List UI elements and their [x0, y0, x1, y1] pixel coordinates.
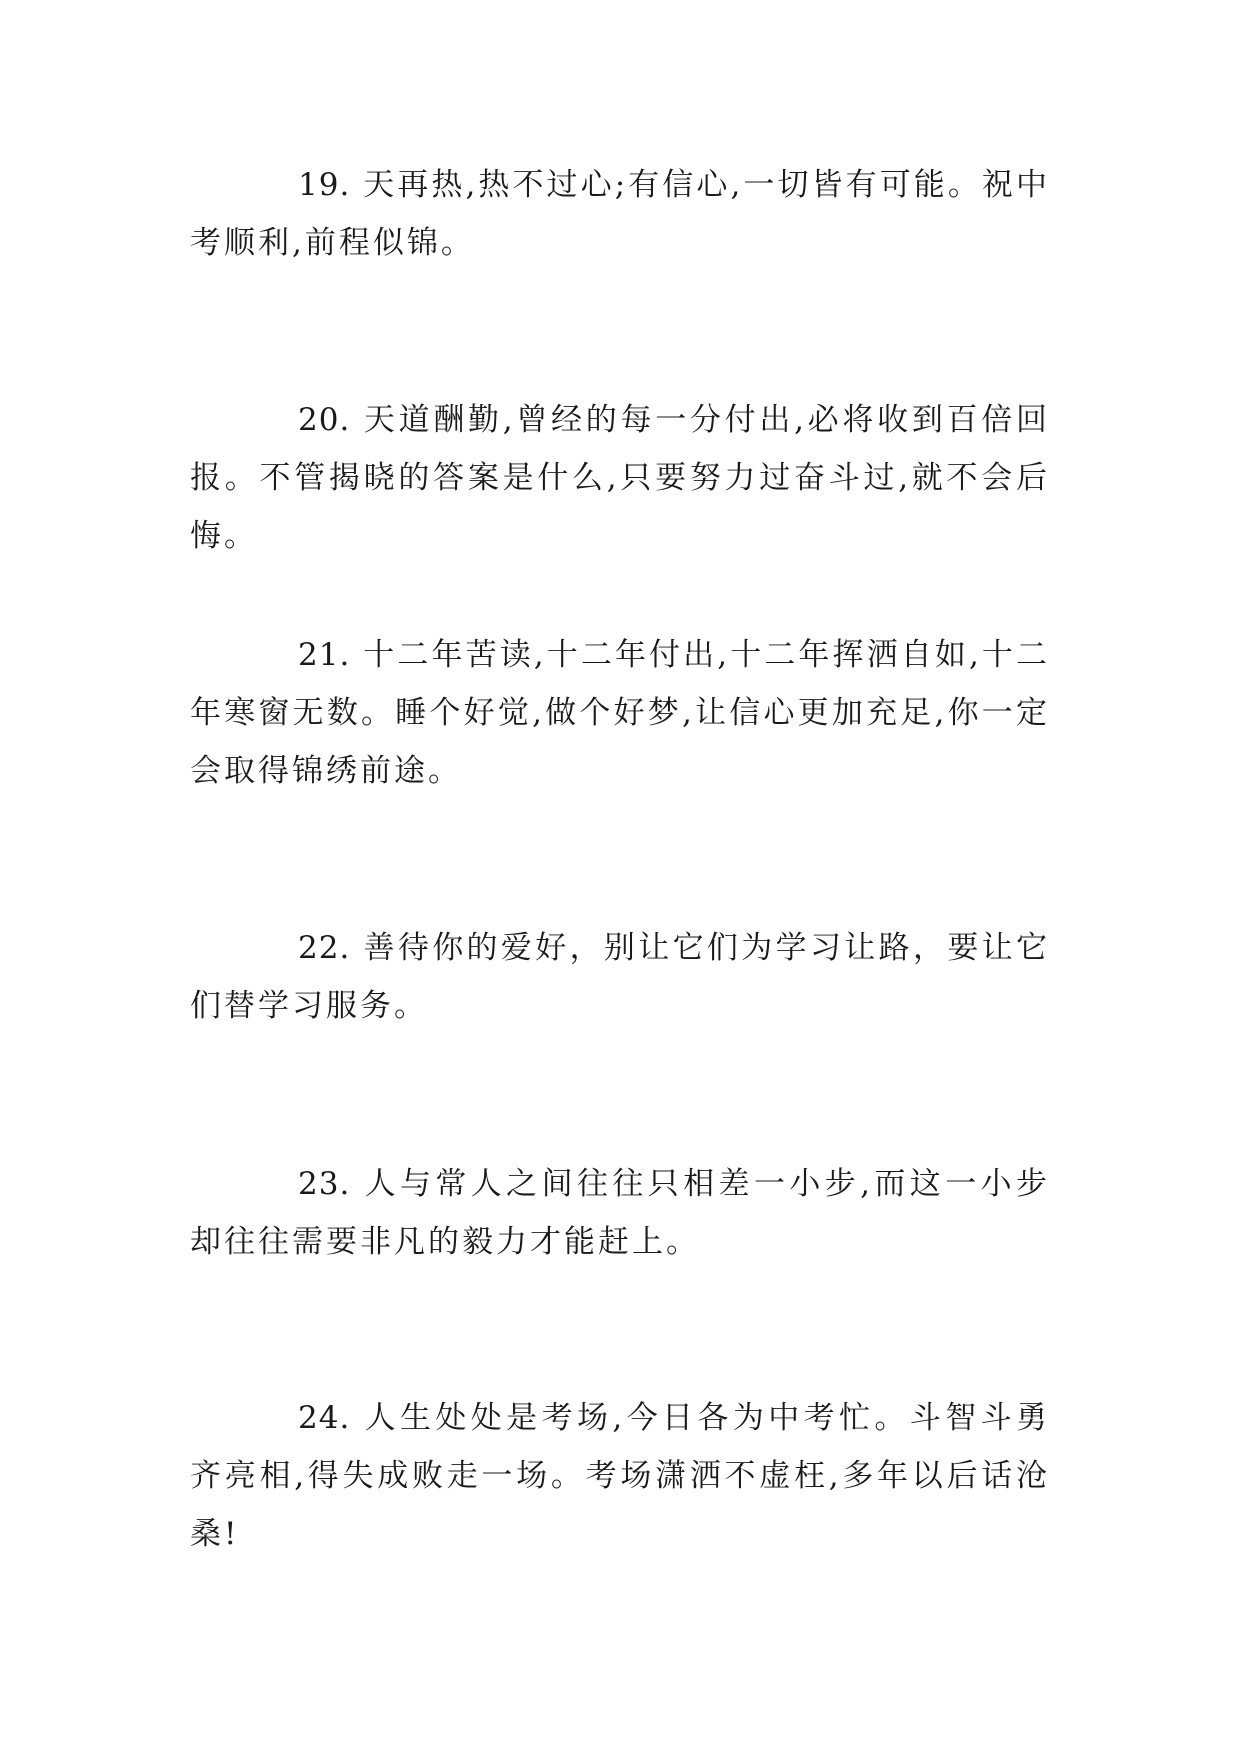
item-number: 22. [298, 930, 351, 966]
paragraph-23 [190, 1155, 1050, 1271]
item-text: 人与常人之间往往只相差一小步,而这一小步却往往需要非凡的毅力才能赶上。 [190, 1166, 1051, 1260]
item-number: 23. [298, 1166, 351, 1202]
paragraph-21 [190, 626, 1050, 800]
item-text: 天再热,热不过心;有信心,一切皆有可能。祝中考顺利,前程似锦。 [190, 167, 1050, 261]
item-number: 24. [298, 1400, 351, 1436]
item-text: 天道酬勤,曾经的每一分付出,必将收到百倍回报。不管揭晓的答案是什么,只要努力过奋斗过,就不会后悔。 [190, 402, 1050, 554]
paragraph-24 [190, 1389, 1050, 1563]
item-text: 十二年苦读,十二年付出,十二年挥洒自如,十二年寒窗无数。睡个好觉,做个好梦,让信心更加充足,你一定会取得锦绣前途。 [190, 637, 1051, 789]
paragraph-19 [190, 156, 1050, 272]
item-number: 19. [298, 167, 351, 203]
item-number: 20. [298, 402, 351, 438]
item-text: 善待你的爱好，别让它们为学习让路，要让它们替学习服务。 [190, 930, 1051, 1024]
paragraph-20 [190, 391, 1050, 565]
item-text: 人生处处是考场,今日各为中考忙。斗智斗勇齐亮相,得失成败走一场。考场潇洒不虚枉,多年以后话沧桑! [190, 1400, 1051, 1552]
item-number: 21. [298, 637, 351, 673]
paragraph-22 [190, 919, 1050, 1035]
